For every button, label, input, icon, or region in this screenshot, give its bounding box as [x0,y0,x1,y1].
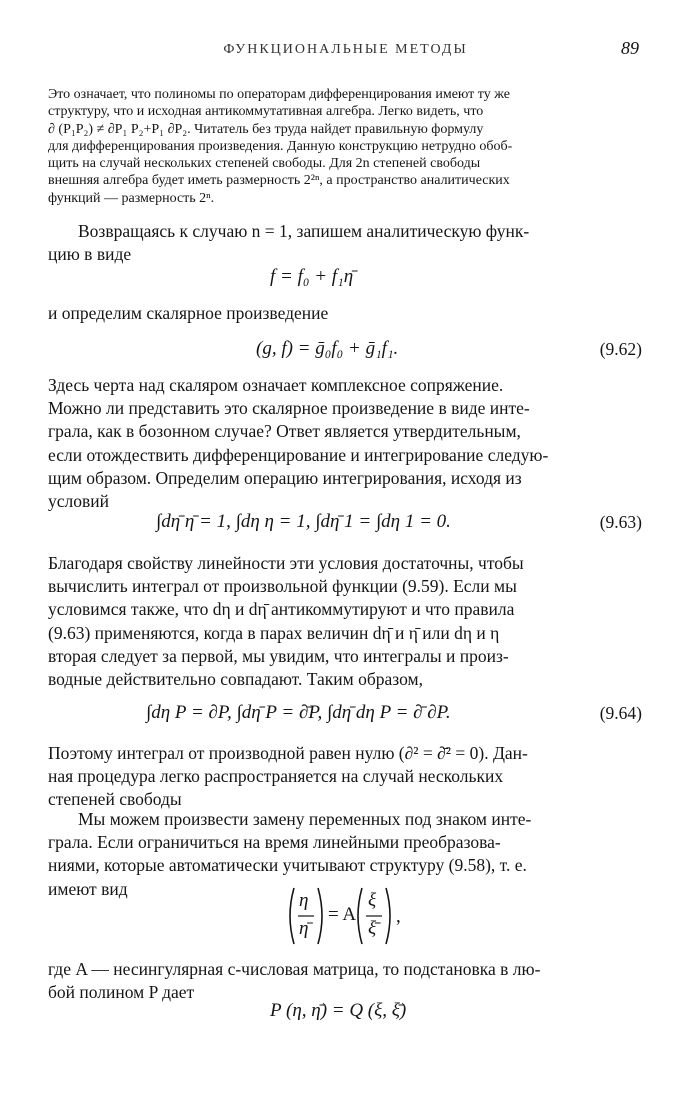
text-line: Это означает, что полиномы по операторам дифференцирования имеют ту же [48,87,510,102]
equation-number: (9.63) [599,512,642,532]
text-line: щим образом. Определим операцию интегрирования, исходя из [48,467,522,488]
paragraph-4 [48,374,644,513]
text-line: условимся также, что dη и dη̄ антикоммутируют и что правила [48,599,515,620]
text-line: внешняя алгебра будет иметь размерность 2²ⁿ, а пространство аналитических [48,173,510,189]
equation-text: ∫dη P = ∂P, ∫dη̄ P = ∂̄P, ∫dη̄ dη P = ∂̄ ∂P. [146,702,451,723]
matrix-trailing: , [396,906,401,927]
matrix-bottom-right: ξ̄ [368,918,377,939]
text-line: (9.63) применяются, когда в парах величин dη̄ и η̄ или dη и η [48,622,500,643]
text-line: условий [48,491,109,512]
text-line: степеней свободы [48,789,182,810]
text-line: вычислить интеграл от произвольной функции (9.59). Если мы [48,576,517,597]
text-line: Мы можем произвести замену переменных под знаком инте- [78,809,532,829]
paragraph-2 [48,220,644,266]
text-line: Возвращаясь к случаю n = 1, запишем аналитическую функ- [78,221,530,241]
equation-text: f = f₀ + f₁η̄ [270,266,354,287]
text-line: для дифференцирования произведения. Данную конструкцию нетрудно обоб- [48,138,513,154]
matrix-bottom-left: η̄ [299,918,309,939]
text-line: вторая следует за первой, мы увидим, что интегралы и произ- [48,645,509,666]
text-line: структуру, что и исходная антикоммутативная алгебра. Легко видеть, что [48,104,484,120]
paragraph-3 [48,302,644,325]
equation-number: (9.64) [599,703,642,723]
matrix-middle: = A [328,904,357,925]
text-line: бой полином P дает [48,982,195,1003]
paragraph-1 [48,86,644,207]
text-line: ниями, которые автоматически учитывают структуру (9.58), т. е. [48,855,527,876]
text-line: Благодаря свойству линейности эти условия достаточны, чтобы [48,553,524,573]
text-line: ∂ (P₁P₂) ≠ ∂P₁ P₂+P₁ ∂P₂. Читатель без труда найдет правильную формулу [48,121,484,137]
text-line: грала. Если ограничиться на время линейными преобразова- [48,832,501,853]
text-line: грала, как в бозонном случае? Ответ является утвердительным, [48,421,521,442]
text-line: щить на случай нескольких степеней свободы. Для 2n степеней свободы [48,156,481,172]
paragraph-6 [48,742,644,812]
text-line: где A — несингулярная c-числовая матрица, то подстановка в лю- [48,959,541,979]
page-number: 89 [621,38,639,58]
paragraph-5 [48,552,644,691]
equation-text: (g, f) = ḡ₀f₀ + ḡ₁f₁. [256,338,399,359]
text-line: Здесь черта над скаляром означает комплексное сопряжение. [48,375,504,395]
text-line: цию в виде [48,244,132,265]
text-line: и определим скалярное произведение [48,303,329,323]
equation-matrix-transform [284,884,424,948]
running-title: ФУНКЦИОНАЛЬНЫЕ МЕТОДЫ [223,42,468,57]
equation-text: ∫dη̄ η̄ = 1, ∫dη η = 1, ∫dη̄ 1 = ∫dη 1 = 0. [156,511,451,532]
page-header [48,38,643,68]
text-line: Поэтому интеграл от производной равен нулю (∂² = ∂̄² = 0). Дан- [48,743,528,763]
text-line: если отождествить дифференцирование и интегрирование следую- [48,444,549,465]
text-line: ная процедура легко распространяется на случай нескольких [48,766,504,787]
equation-text: P (η, η̄) = Q (ξ, ξ̄) [270,1000,407,1021]
text-line: водные действительно совпадают. Таким образом, [48,669,423,690]
text-line: функций — размерность 2ⁿ. [48,190,215,206]
matrix-top-right: ξ [368,890,377,911]
equation-number: (9.62) [599,339,642,359]
matrix-top-left: η [299,890,309,911]
text-line: Можно ли представить это скалярное произведение в виде инте- [48,398,530,419]
text-line: имеют вид [48,878,128,899]
